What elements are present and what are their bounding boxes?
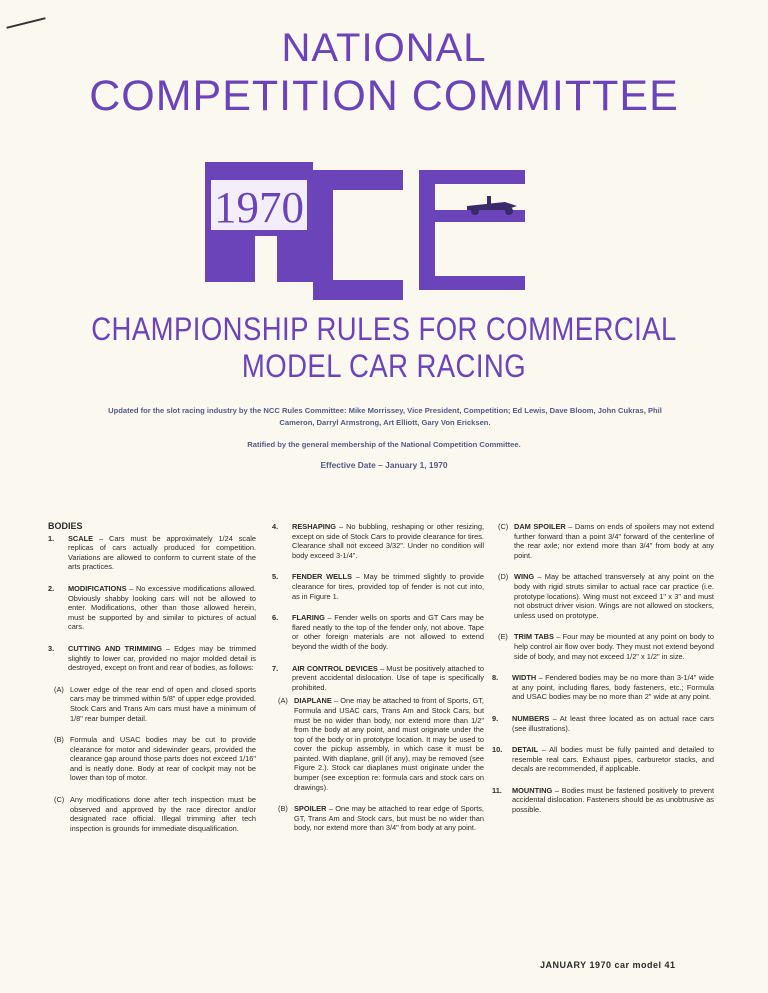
rule-4-reshaping: 4. RESHAPING – No bubbling, reshaping or other resizing, except on side of Stock Cars to provide clearance for tires. Clearance shall not exceed 3/32". Under no condition will body exceed 3-1/4". bbox=[272, 522, 484, 560]
title-national: NATIONAL bbox=[281, 26, 487, 70]
title-competition-committee: COMPETITION COMMITTEE bbox=[89, 72, 679, 120]
rule-7d-wing: (D) WING – May be attached transversely at any point on the body with rigid struts similar to actual race car practice (i.e. prototype locations). Wing must not exceed 1" x 3" and must not obstruct driver vision. Wings are not allowed on stockers, unless used on prototype. bbox=[498, 572, 714, 620]
rule-7e-trim-tabs: (E) TRIM TABS – Four may be mounted at any point on body to help control air flow over body. They must not extend beyond side of body, and may not exceed 1/2" x 1/2" in size. bbox=[498, 632, 714, 661]
rule-8-width: 8. WIDTH – Fendered bodies may be no more than 3-1/4" wide at any point, including flares, body fasteners, etc.; Formula and USAC bodies may be no more than 2" wide at any point. bbox=[492, 673, 714, 702]
rule-10-detail: 10. DETAIL – All bodies must be fully painted and detailed to resemble real cars. Exhaust pipes, carburetor stacks, and decals are recommended, if applicable. bbox=[492, 745, 714, 774]
rule-3a: (A) Lower edge of the rear end of open and closed sports cars may be trimmed within 5/8" of upper edge provided. Stock Cars and Trans Am cars must have a minimum of 1/8" rear bumper detail. bbox=[54, 684, 256, 723]
rule-6-flaring: 6. FLARING – Fender wells on sports and GT Cars may be flared neatly to the top of the fender only, not above. Tape or other foreign materials are not allowed to extend beyond the width of the body. bbox=[272, 613, 484, 651]
rules-column-1 bbox=[48, 522, 256, 845]
effective-date: Effective Date – January 1, 1970 bbox=[320, 460, 448, 470]
ncc-1970-logo bbox=[205, 162, 525, 300]
ratified-note: Ratified by the general membership of the National Competition Committee. bbox=[247, 440, 521, 449]
rule-11-mounting: 11. MOUNTING – Bodies must be fastened positively to prevent accidental dislocation. Fasteners should be as unobtrusive as possible. bbox=[492, 785, 714, 815]
rule-3b: (B) Formula and USAC bodies may be cut to provide clearance for motor and sidewinder gears, provided the clearance gap around those parts does not exceed 1/16" and is neatly done. Body at rear of cockpit may not be lower than top of motor. bbox=[54, 735, 256, 783]
rule-9-numbers: 9. NUMBERS – At least three located as on actual race cars (see illustrations). bbox=[492, 713, 714, 733]
rule-3c: (C) Any modifications done after tech inspection must be observed and approved by the race director and/or designated race official. Illegal trimming after tech inspection is grounds for immediate disqualification. bbox=[54, 795, 256, 833]
rule-3-cutting-trimming: 3. CUTTING AND TRIMMING – Edges may be trimmed slightly to lower car, provided no major molded detail is destroyed, except on front and rear of bodies, as follows: bbox=[48, 643, 256, 673]
rule-7-air-control: 7. AIR CONTROL DEVICES – Must be positively attached to prevent accidental dislocation. Use of tape is specifically prohibited. bbox=[272, 663, 484, 692]
page-footer: JANUARY 1970 car model 41 bbox=[540, 960, 676, 970]
rule-1-scale: 1. SCALE – Cars must be approximately 1/24 scale replicas of cars actually produced for competition. Variations are allowed to conform to current state of the arts practices. bbox=[48, 533, 256, 572]
championship-rules-title: CHAMPIONSHIP RULES FOR COMMERCIAL MODEL CAR RACING bbox=[91, 311, 677, 384]
rule-7b-spoiler: (B) SPOILER – One may be attached to rear edge of Sports, GT, Trans Am and Stock cars, but must be no wider than body, nor extend more than 3/4" from body at any point. bbox=[278, 804, 484, 833]
rule-2-modifications: 2. MODIFICATIONS – No excessive modifications allowed. Obviously shabby looking cars will not be allowed to enter. Modifications, other than those allowed herein, must be supported by and similar to pictures of actual cars. bbox=[48, 583, 256, 632]
logo-year: 1970 bbox=[214, 183, 304, 232]
section-heading-bodies: BODIES bbox=[48, 521, 83, 531]
rule-5-fender-wells: 5. FENDER WELLS – May be trimmed slightly to provide clearance for tires, provided top of fender is not cut into, as in Figure 1. bbox=[272, 572, 484, 601]
rules-column-2 bbox=[272, 522, 484, 845]
rules-column-3 bbox=[492, 522, 714, 827]
rule-7c-dam-spoiler: (C) DAM SPOILER – Dams on ends of spoilers may not extend further forward than a point 3/4" forward of the centerline of the rear axle; nor extend more than 3/4" from body at any point. bbox=[498, 522, 714, 560]
rule-7a-diaplane: (A) DIAPLANE – One may be attached to front of Sports, GT, Formula and USAC cars, Trans Am and Stock Cars, but must be no wider than body, nor extend more than 1/2" from the body at any point, and must originate under the top of the body or in prototype location. It may be used to cover the pickup assembly, in which case it must be painted. With diaplane, grill (if any), may be removed (see Figure 2.). Stock car diaplanes must originate under the bumper (see exception re: formula cars and stock cars on drawings). bbox=[278, 696, 484, 792]
updated-note: Updated for the slot racing industry by the NCC Rules Committee: Mike Morrissey, Vice President, Competition; Ed Lewis, Dave Bloom, John Cukras, Phil Cameron, Darryl Armstrong, Art Elliott, Gary Von Ericksen. bbox=[108, 406, 662, 427]
